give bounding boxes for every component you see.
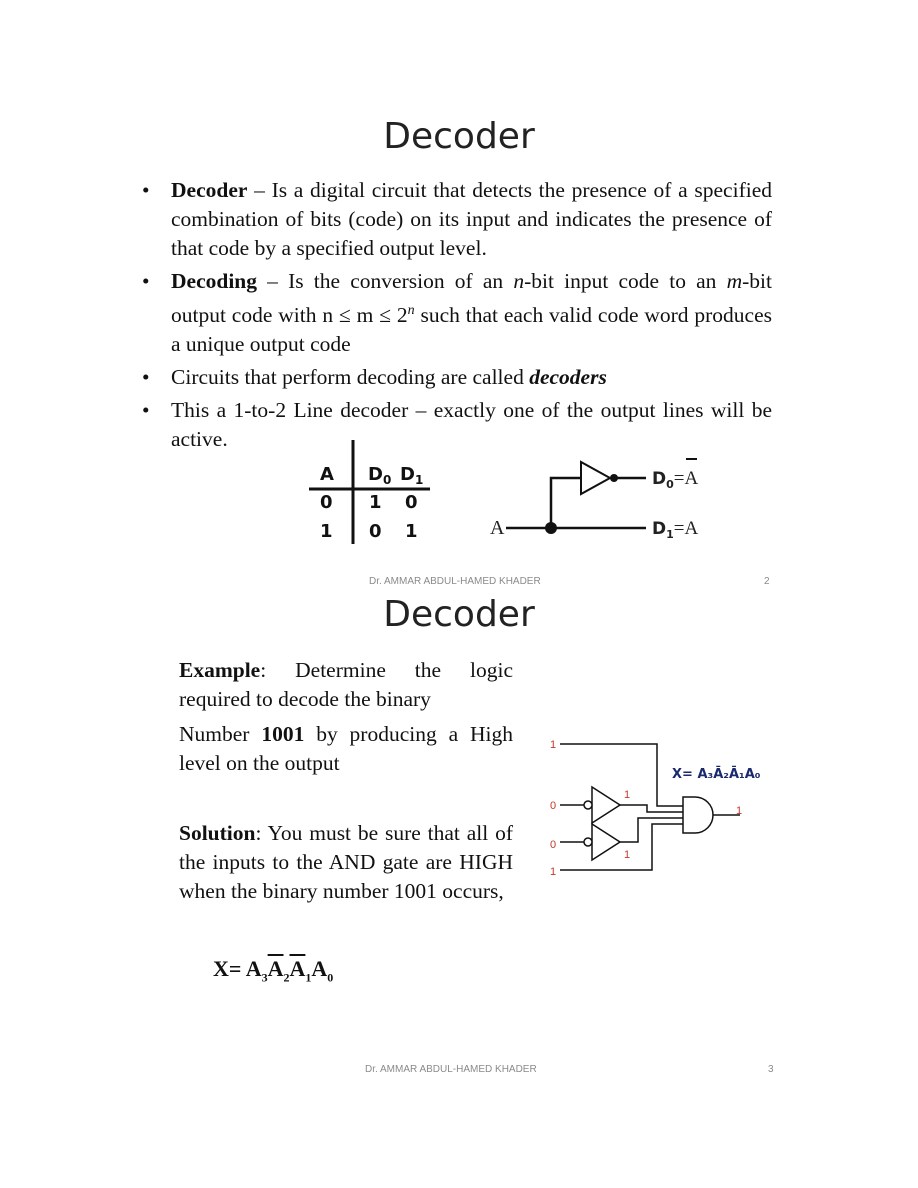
input-a-label: A	[490, 517, 505, 539]
number-post: by producing a High level on the output	[179, 722, 514, 775]
bullet-text: such that each valid code word produces a unique output code	[171, 303, 772, 357]
bullet-line-decoder	[140, 396, 772, 454]
bullet-decoding	[140, 267, 772, 359]
m-var: m	[726, 269, 743, 293]
slide2-page-number: 3	[768, 1064, 774, 1075]
cell: 1	[405, 521, 418, 542]
and-gate	[683, 797, 713, 833]
decoder-circuit	[486, 450, 716, 550]
bullet-decoder	[140, 176, 772, 263]
solution-paragraph	[179, 819, 513, 906]
inverter-gate	[581, 462, 610, 494]
bullet-term: Decoding	[171, 269, 257, 293]
bullet-text: – Is the conversion of an	[257, 269, 514, 293]
cell: 1	[320, 521, 333, 542]
inverter-gate-a	[592, 787, 620, 823]
input-label: 1	[550, 866, 557, 878]
bullet-text: This a 1-to-2 Line decoder – exactly one of the output lines will be active.	[171, 398, 772, 452]
slide1-title: Decoder	[383, 116, 535, 157]
d1-label: $D_1=A$	[652, 518, 699, 541]
n-var: n	[513, 269, 525, 293]
wire	[560, 744, 683, 806]
bullet-circuits	[140, 363, 772, 392]
solution-text: : You must be sure that all of the inputs to the AND gate are HIGH when the binary number 1001 occurs,	[179, 821, 513, 903]
cell: 1	[369, 492, 382, 513]
header-d0: $D_0$	[368, 464, 392, 487]
binary-number: 1001	[261, 722, 305, 746]
cell: 0	[320, 492, 333, 513]
inverter-bubble	[584, 838, 592, 846]
input-label: 1	[550, 739, 557, 751]
number-paragraph	[179, 720, 513, 778]
slide1-footer: Dr. AMMAR ABDUL-HAMED KHADER	[369, 576, 541, 587]
slide1-page-number: 2	[764, 576, 770, 587]
inverter-bubble	[584, 801, 592, 809]
cell: 0	[369, 521, 382, 542]
bullet-text: – Is a digital circuit that detects the presence of a specified combination of bits (code) on its input and indicates the presence of that code by a specified output level.	[171, 178, 772, 260]
header-a: A	[320, 464, 334, 485]
example-text: : Determine the logic required to decode the binary	[179, 658, 513, 711]
wire	[560, 824, 683, 870]
exponent: n	[407, 303, 415, 318]
input-label: 0	[550, 800, 557, 812]
slide2-title: Decoder	[383, 594, 535, 635]
decoders-emphasis: decoders	[529, 365, 607, 390]
example-label: Example	[179, 658, 261, 682]
inverter-output-label: 1	[624, 789, 631, 801]
input-label: 0	[550, 839, 557, 851]
inverter-output-label: 1	[624, 849, 631, 861]
slide2-footer: Dr. AMMAR ABDUL-HAMED KHADER	[365, 1064, 537, 1075]
branch-wire	[551, 478, 581, 528]
gate-formula: X= A₃Ā₂Ā₁A₀	[672, 767, 761, 782]
cell: 0	[405, 492, 418, 513]
truth-table	[305, 436, 440, 548]
slide1-bullet-list	[140, 176, 772, 458]
inverter-gate-b	[592, 824, 620, 860]
bullet-term: Decoder	[171, 178, 248, 202]
d0-label: $D_0=A$	[652, 468, 699, 491]
solution-label: Solution	[179, 821, 256, 845]
header-d1: $D_1$	[400, 464, 424, 487]
boolean-formula: $X= A_3\overline{A}_2\overline{A}_1A_0$	[213, 956, 334, 985]
and-gate-circuit	[540, 730, 780, 880]
output-label: 1	[736, 805, 743, 817]
bullet-text: -bit output code with n ≤ m ≤ 2	[171, 269, 772, 328]
number-pre: Number	[179, 722, 262, 746]
bullet-text: -bit input code to an	[524, 269, 727, 293]
example-paragraph	[179, 656, 513, 714]
bullet-text: Circuits that perform decoding are called	[171, 365, 530, 390]
